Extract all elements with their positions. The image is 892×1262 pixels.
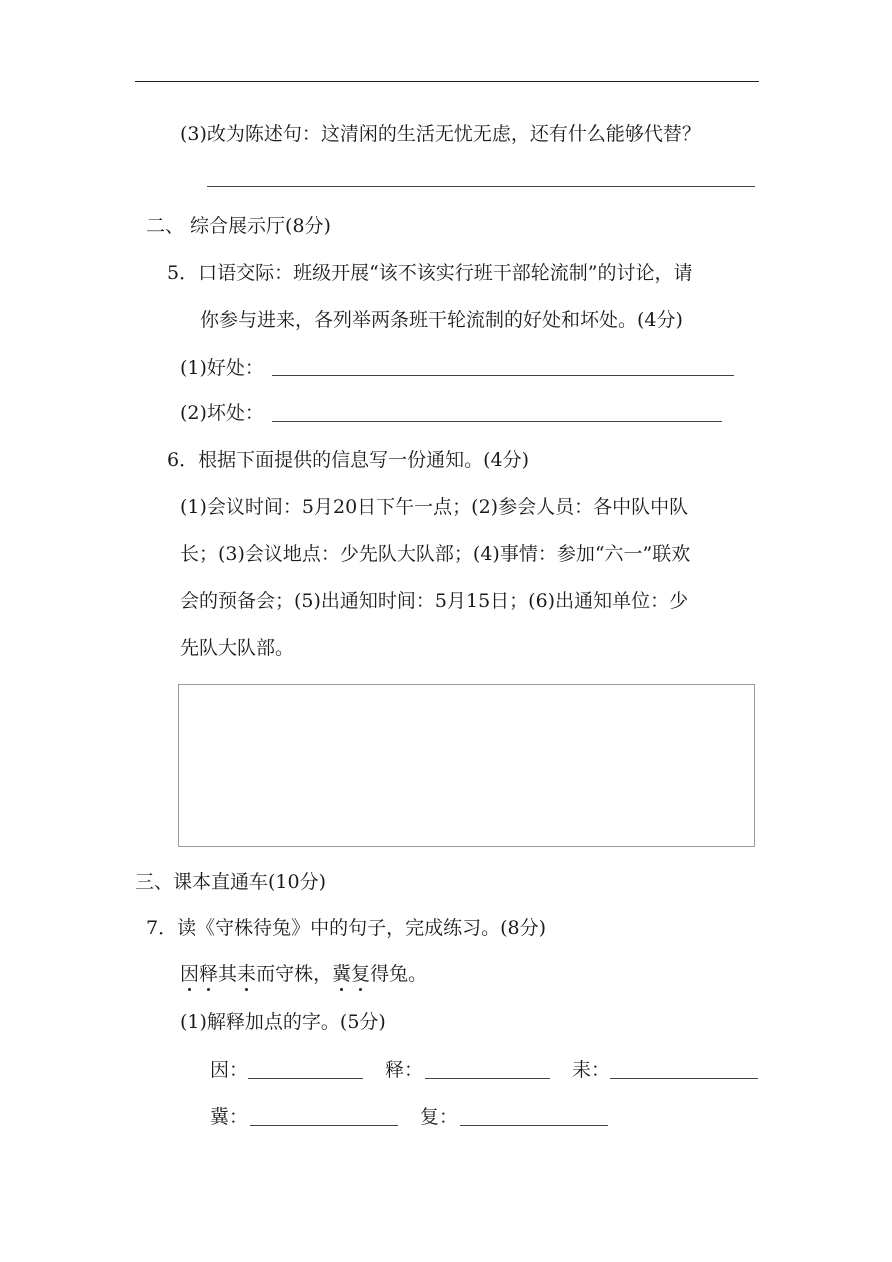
question-7-title: 7．读《守株待兔》中的句子，完成练习。(8分) bbox=[146, 917, 547, 939]
plain-text: 而守株， bbox=[256, 963, 333, 985]
section-2-title: 二、 综合展示厅(8分) bbox=[146, 215, 331, 237]
dotted-char: 复 bbox=[351, 963, 371, 985]
question-5-line-1: 5．口语交际：班级开展“该不该实行班干部轮流制”的讨论，请 bbox=[167, 262, 693, 284]
question-6-info-line: 长；(3)会议地点：少先队大队部；(4)事情：参加“六一”联欢 bbox=[180, 543, 691, 565]
dotted-char: 释 bbox=[199, 963, 219, 985]
fill-blank-fu[interactable] bbox=[460, 1125, 608, 1126]
dotted-char: 因 bbox=[180, 963, 200, 985]
dotted-char: 冀 bbox=[332, 963, 352, 985]
question-5-line-2: 你参与进来，各列举两条班干轮流制的好处和坏处。(4分) bbox=[200, 309, 683, 331]
fill-blank-lei[interactable] bbox=[610, 1078, 758, 1079]
question-6-title: 6．根据下面提供的信息写一份通知。(4分) bbox=[167, 449, 530, 471]
fill-blank-yin[interactable] bbox=[248, 1078, 363, 1079]
question-5-good-label: (1)好处： bbox=[180, 357, 264, 379]
question-3-3: (3)改为陈述句：这清闲的生活无忧无虑，还有什么能够代替？ bbox=[180, 123, 701, 145]
header-rule bbox=[135, 81, 759, 82]
fill-label-fu: 复： bbox=[420, 1106, 459, 1128]
fill-label-shi: 释： bbox=[385, 1059, 424, 1081]
fill-label-ji: 冀： bbox=[210, 1106, 249, 1128]
plain-text: 得兔。 bbox=[370, 963, 428, 985]
answer-line-3-3[interactable] bbox=[207, 186, 755, 187]
section-3-title: 三、课本直通车(10分) bbox=[135, 871, 327, 893]
question-6-info-line: 会的预备会；(5)出通知时间：5月15日；(6)出通知单位：少 bbox=[180, 590, 689, 612]
question-7-sub-1: (1)解释加点的字。(5分) bbox=[180, 1011, 386, 1033]
answer-line-bad[interactable] bbox=[272, 421, 722, 422]
question-6-info-line: 先队大队部。 bbox=[180, 637, 295, 659]
classical-sentence bbox=[180, 962, 427, 986]
plain-char: 其 bbox=[218, 963, 238, 985]
fill-label-lei: 耒： bbox=[572, 1059, 611, 1081]
question-6-info-line: (1)会议时间：5月20日下午一点；(2)参会人员：各中队中队 bbox=[180, 496, 689, 518]
question-5-bad-label: (2)坏处： bbox=[180, 402, 264, 424]
notice-answer-box[interactable] bbox=[178, 684, 755, 847]
answer-line-good[interactable] bbox=[272, 375, 734, 376]
fill-blank-ji[interactable] bbox=[250, 1125, 398, 1126]
dotted-char: 耒 bbox=[237, 963, 257, 985]
fill-blank-shi[interactable] bbox=[425, 1078, 550, 1079]
fill-label-yin: 因： bbox=[210, 1059, 249, 1081]
